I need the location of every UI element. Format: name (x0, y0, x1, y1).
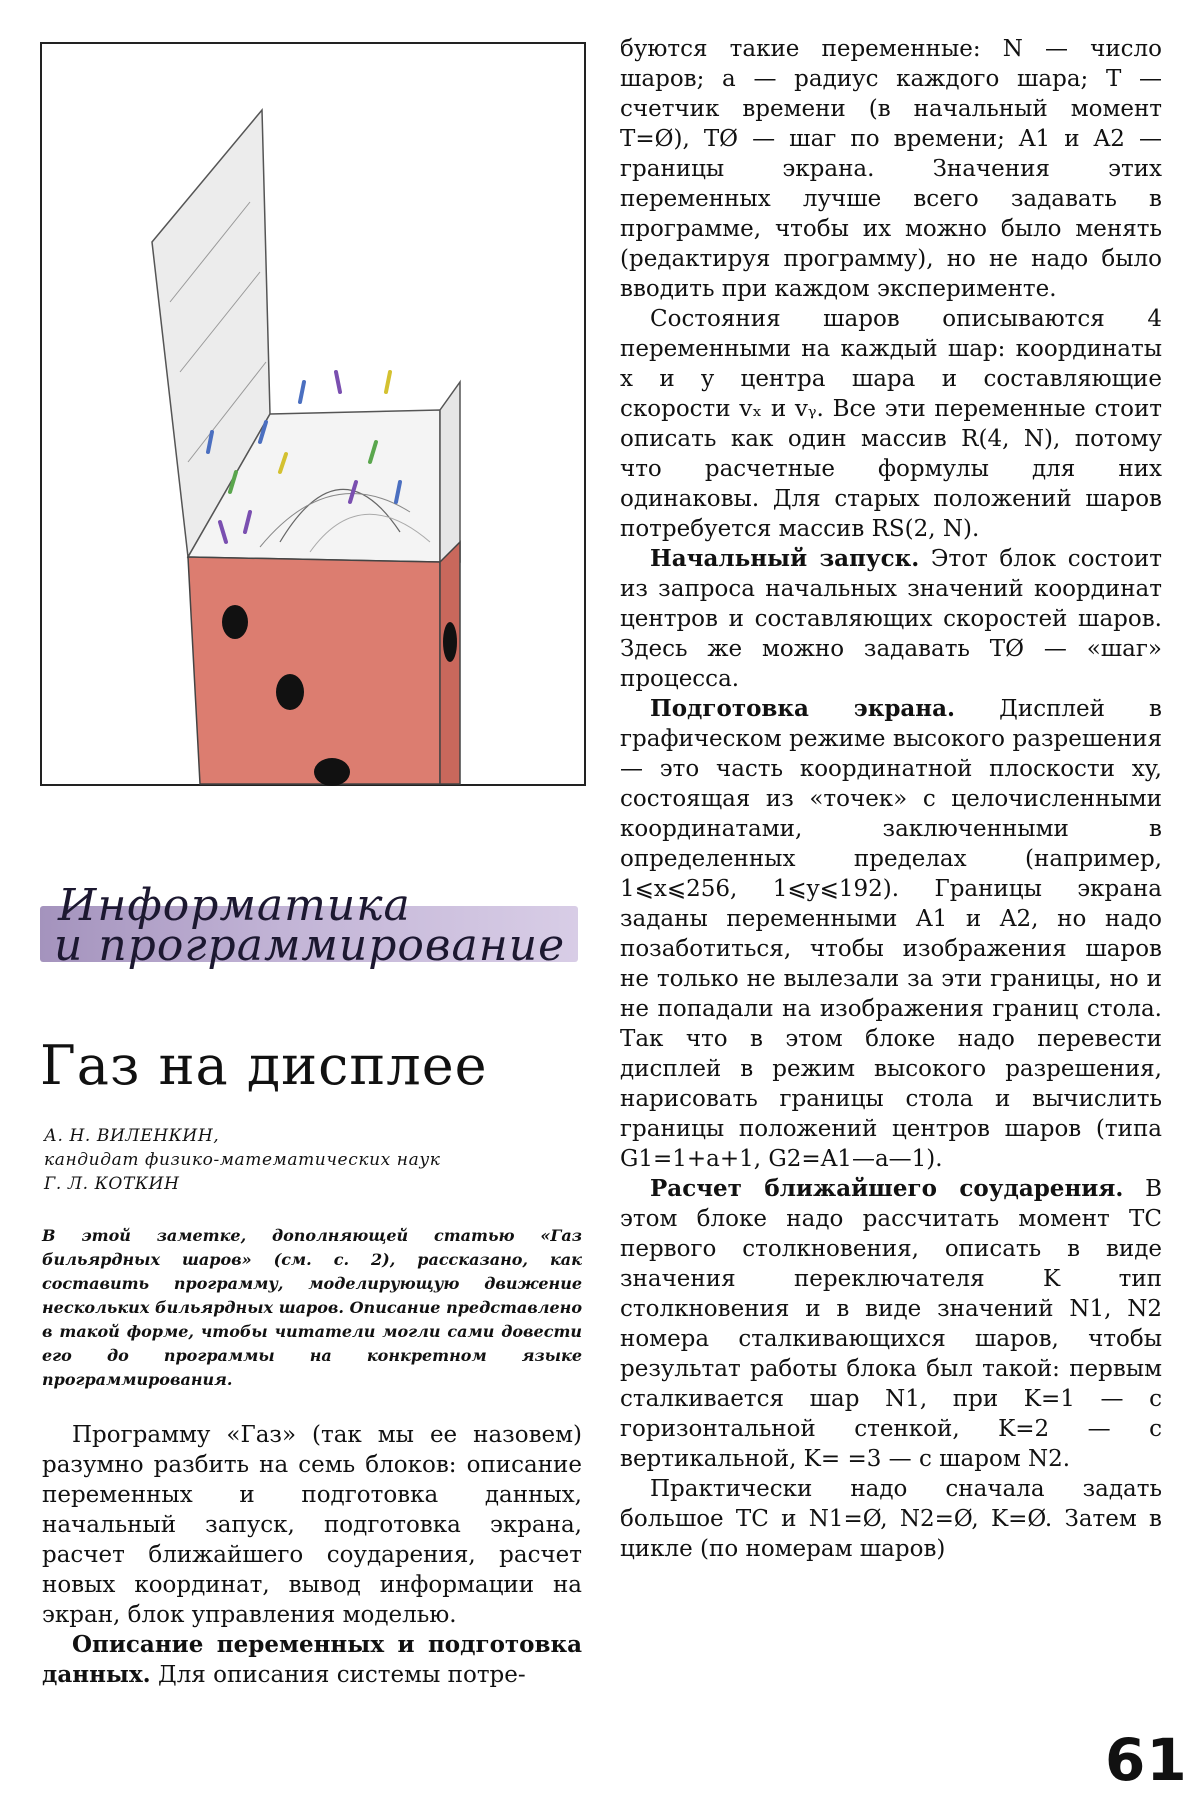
paragraph (620, 1174, 1162, 1474)
paragraph-heading: Подготовка экрана. (650, 695, 956, 722)
red-box (188, 557, 440, 784)
illustration-gas-box (40, 42, 586, 786)
left-column (42, 1420, 582, 1690)
paragraph (620, 694, 1162, 1174)
paragraph-text: Этот блок состоит из запроса начальных значений координат центров и составляющих скоростей шаров. Здесь же можно задавать TØ — «шаг» процесса. (620, 546, 1162, 692)
author-1: А. Н. ВИЛЕНКИН, (44, 1126, 220, 1146)
section-rubric (40, 880, 578, 972)
rubric-line-1: Информатика (58, 880, 411, 931)
box-dot (314, 758, 350, 786)
rubric-line-2: и программирование (54, 920, 566, 971)
paragraph (42, 1630, 582, 1690)
author-2: Г. Л. КОТКИН (44, 1174, 180, 1194)
abstract: В этой заметке, дополняющей статью «Газ бильярдных шаров» (см. с. 2), рассказано, как составить программу, моделирующую движение нескольких бильярдных шаров. Описание представлено в такой форме, чтобы читатели могли сами довести его до программы на конкретном языке программирования. (42, 1226, 582, 1389)
paragraph (620, 544, 1162, 694)
page-number: 61 (1105, 1726, 1188, 1794)
paragraph-heading: Расчет ближайшего соударения. (650, 1175, 1124, 1202)
box-with-balls-drawing (40, 42, 586, 786)
article-title: Газ на дисплее (40, 1034, 488, 1097)
author-1-degree: кандидат физико-математических наук (44, 1150, 441, 1170)
box-dot (222, 605, 248, 639)
paragraph: Состояния шаров описываются 4 переменными на каждый шар: координаты x и y центра шара и составляющие скорости vₓ и vᵧ. Все эти переменные стоит описать как один массив R(4, N), потому что расчетные формулы для них одинаковы. Для старых положений шаров потребуется массив RS(2, N). (620, 306, 1162, 542)
box-dot (443, 622, 457, 662)
paragraph-heading: Описание переменных и подготовка данных. (42, 1631, 582, 1688)
box-dot (276, 674, 304, 710)
paragraph-text: В этом блоке надо рассчитать момент TC первого столкновения, описать в виде значения переключателя K тип столкновения и в виде значений N1, N2 номера сталкивающихся шаров, чтобы результат работы блока был такой: первым сталкивается шар N1, при K=1 — с горизонтальной стенкой, K=2 — с вертикальной, K= =3 — с шаром N2. (620, 1176, 1163, 1472)
paragraph-text: Дисплей в графическом режиме высокого разрешения — это часть координатной плоскости xy, состоящая из «точек» с целочисленными координатами, заключенными в определенных пределах (например, 1⩽x⩽256, 1⩽y⩽192). Границы экрана заданы переменными A1 и A2, но надо позаботиться, чтобы изображения шаров не только не вылезали за эти границы, но и не попадали на изображения границ стола. Так что в этом блоке надо перевести дисплей в режим высокого разрешения, нарисовать границы стола и вычислить границы положений центров шаров (типа G1=1+a+1, G2=A1—a—1). (620, 696, 1162, 1172)
authors (44, 1124, 564, 1196)
paragraph: буются такие переменные: N — число шаров; a — радиус каждого шара; T — счетчик времени (в начальный момент T=Ø), TØ — шаг по времени; A1 и A2 — границы экрана. Значения этих переменных лучше всего задавать в программе, чтобы их можно было менять (редактируя программу), но не надо было вводить при каждом эксперименте. (620, 36, 1162, 302)
right-column (620, 34, 1162, 1564)
paragraph-heading: Начальный запуск. (650, 545, 920, 572)
paragraph: Программу «Газ» (так мы ее назовем) разумно разбить на семь блоков: описание переменных и подготовка данных, начальный запуск, подготовка экрана, расчет ближайшего соударения, расчет новых координат, вывод информации на экран, блок управления моделью. (42, 1422, 582, 1628)
paragraph: Практически надо сначала задать большое TC и N1=Ø, N2=Ø, K=Ø. Затем в цикле (по номерам шаров) (620, 1476, 1162, 1562)
paragraph-text: Для описания системы потре- (150, 1662, 526, 1688)
